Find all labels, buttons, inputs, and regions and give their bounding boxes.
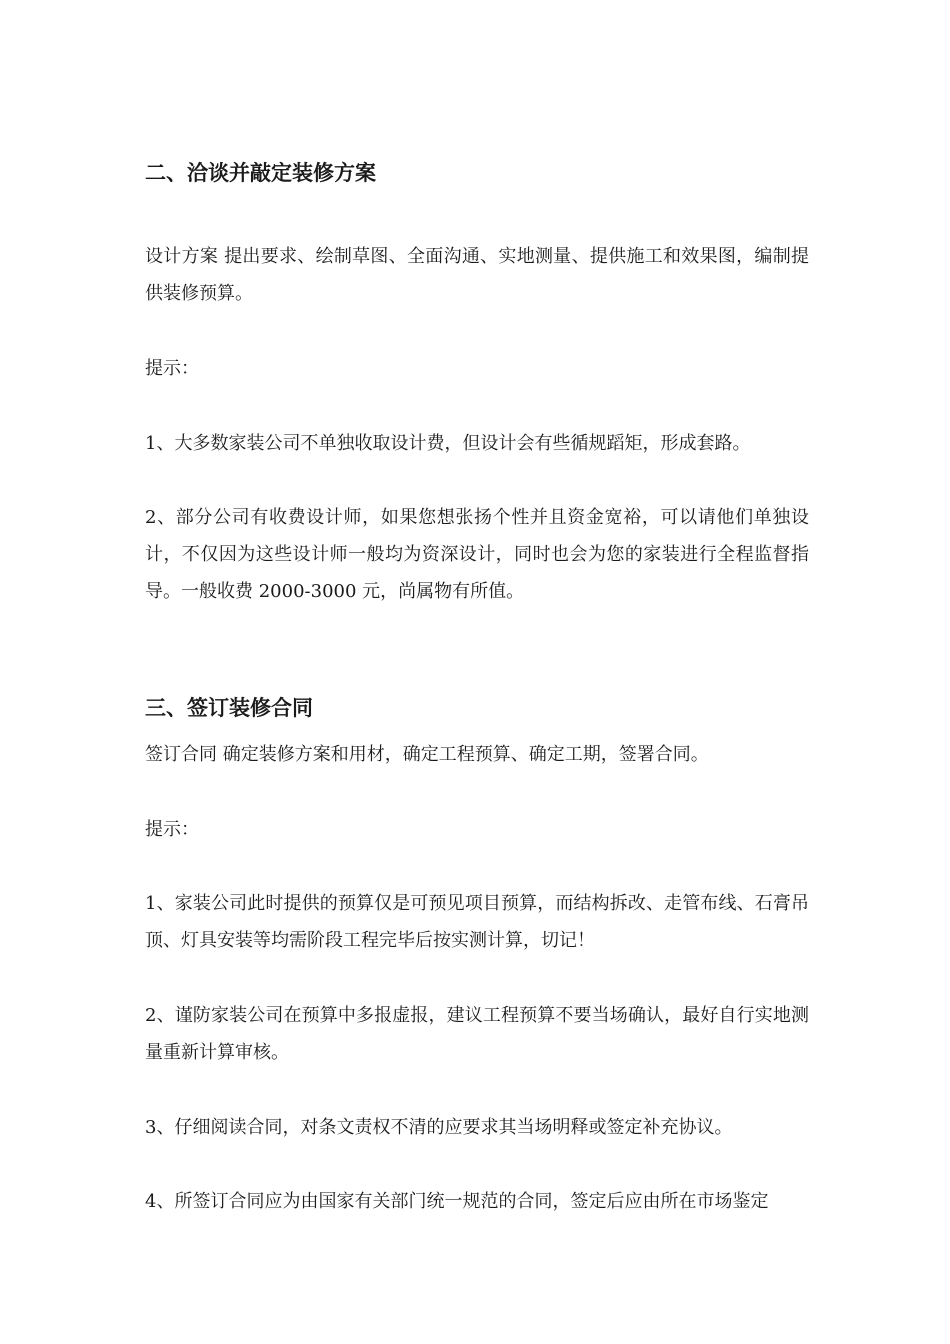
section-3-tip-label: 提示： [145, 819, 199, 840]
section-3-tip-1: 1、家装公司此时提供的预算仅是可预见项目预算，而结构拆改、走管布线、石膏吊顶、灯具安装等均需阶段工程完毕后按实测计算，切记！ [145, 893, 809, 951]
section-2-tip-label: 提示： [145, 358, 199, 379]
section-2-intro: 设计方案 提出要求、绘制草图、全面沟通、实地测量、提供施工和效果图，编制提供装修预算。 [145, 246, 809, 304]
section-2-heading: 二、洽谈并敲定装修方案 [145, 160, 376, 185]
section-2-tip-2: 2、部分公司有收费设计师，如果您想张扬个性并且资金宽裕，可以请他们单独设计，不仅因为这些设计师一般均为资深设计，同时也会为您的家装进行全程监督指导。一般收费 2000-3000 元，尚属物有所值。 [145, 507, 809, 602]
section-3-tip-4: 4、所签订合同应为由国家有关部门统一规范的合同，签定后应由所在市场鉴定 [145, 1191, 769, 1212]
section-3-tip-3: 3、仔细阅读合同，对条文责权不清的应要求其当场明释或签定补充协议。 [145, 1117, 733, 1138]
section-3-tip-2: 2、谨防家装公司在预算中多报虚报，建议工程预算不要当场确认，最好自行实地测量重新计算审核。 [145, 1005, 809, 1063]
section-3-intro: 签订合同 确定装修方案和用材，确定工程预算、确定工期，签署合同。 [145, 744, 709, 765]
section-2-tip-1: 1、大多数家装公司不单独收取设计费，但设计会有些循规蹈矩，形成套路。 [145, 433, 751, 454]
section-3-heading: 三、签订装修合同 [145, 695, 313, 720]
